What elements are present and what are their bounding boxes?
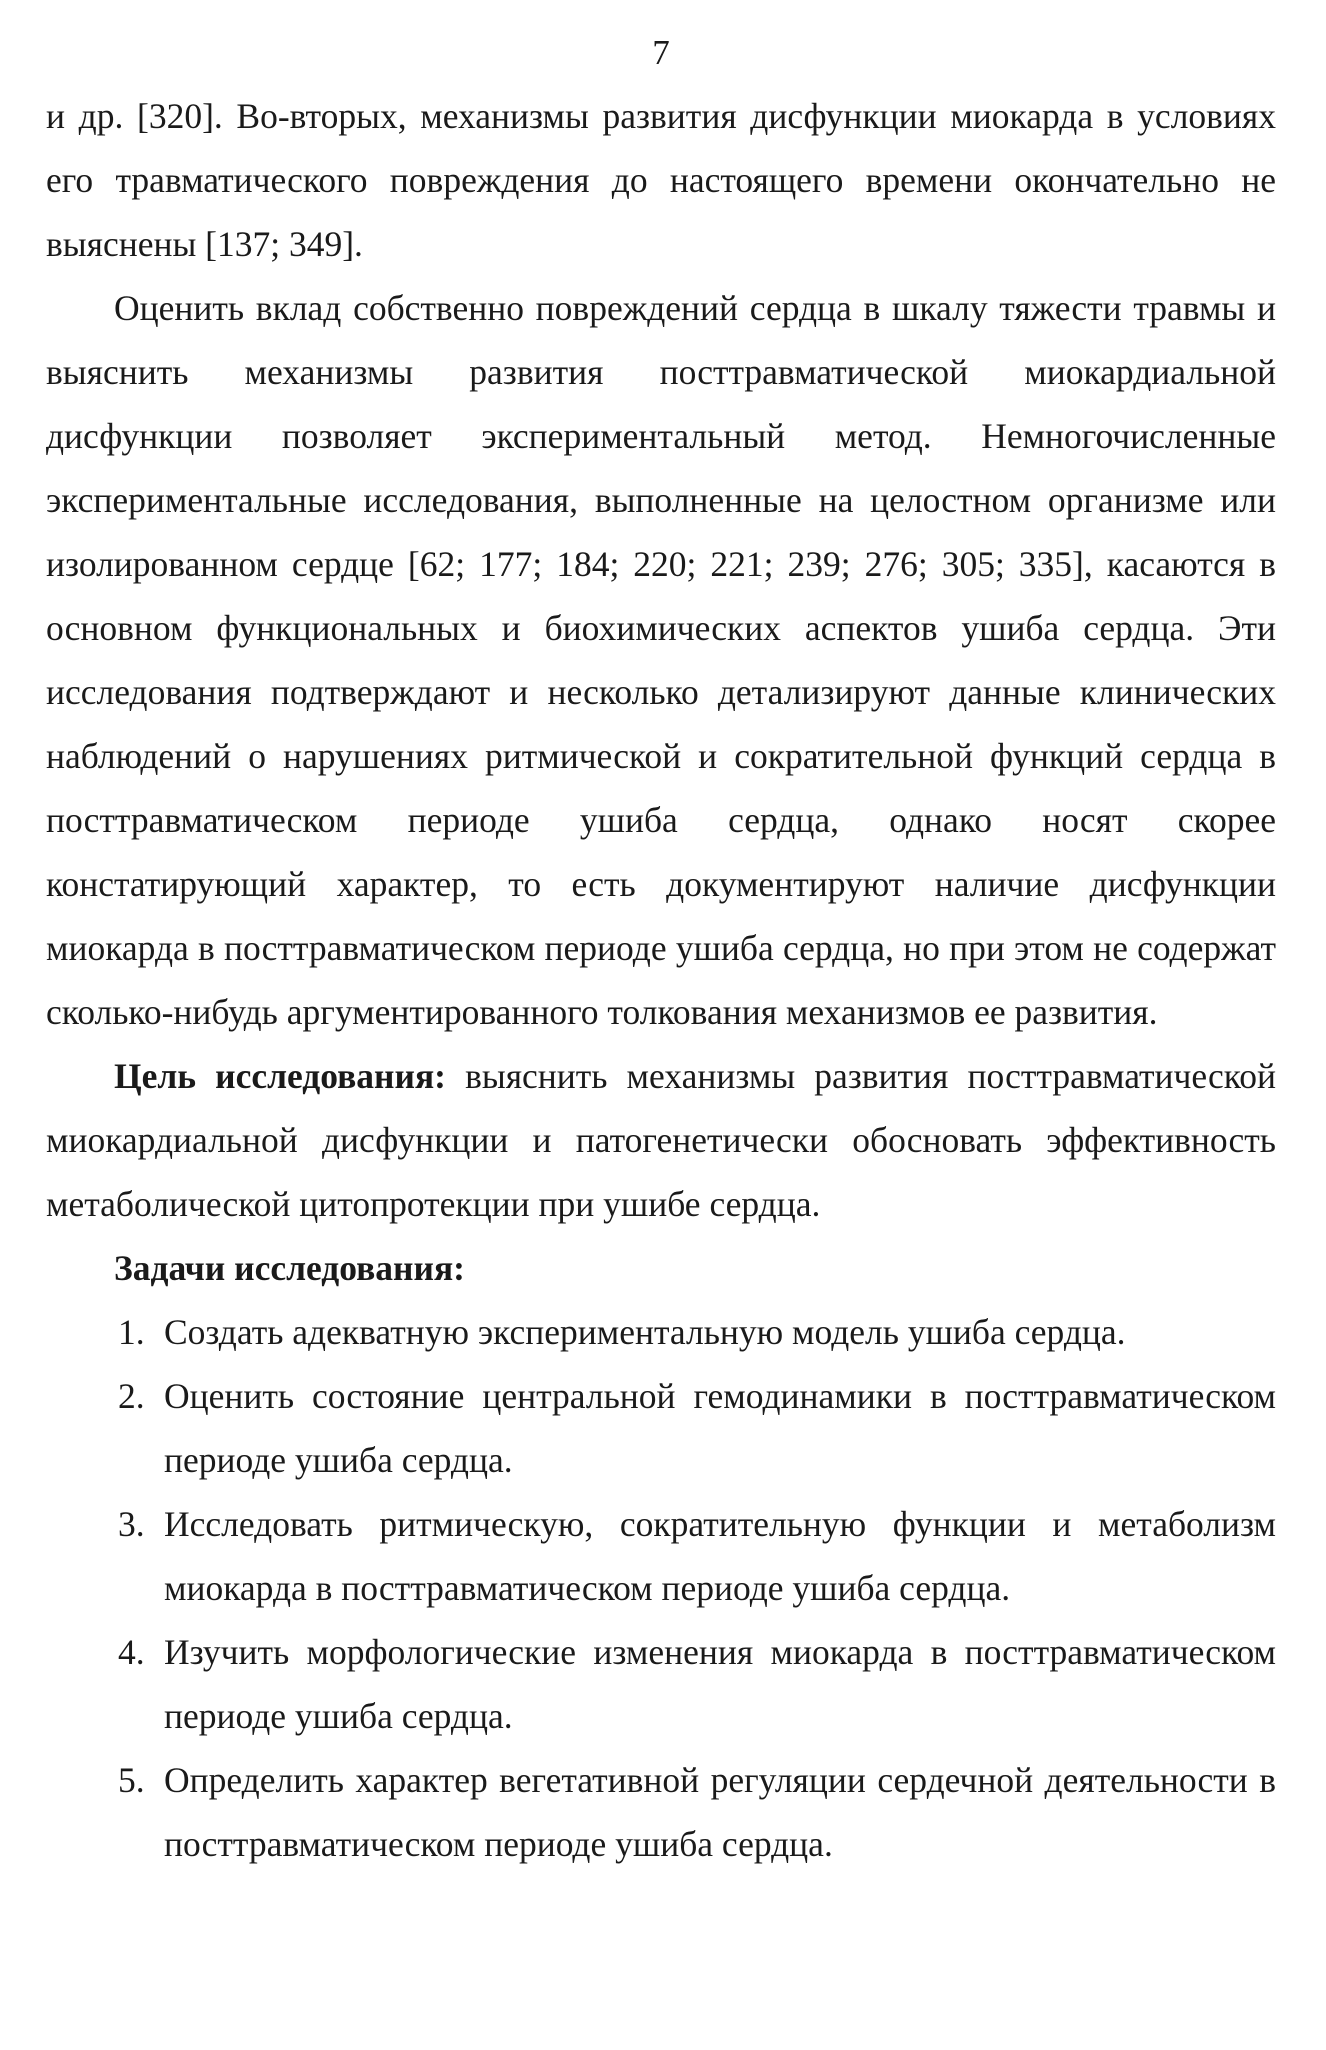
task-item — [46, 1748, 1276, 1876]
task-text: Создать адекватную экспериментальную модель ушиба сердца. — [164, 1312, 1126, 1352]
paragraph-experimental-method: Оценить вклад собственно повреждений сердца в шкалу тяжести травмы и выяснить механизмы развития посттравматической миокардиальной дисфункции позволяет экспериментальный метод. Немногочисленные экспериментальные исследования, выполненные на целостном организме или изолированном сердце [62; 177; 184; 220; 221; 239; 276; 305; 335], касаются в основном функциональных и биохимических аспектов ушиба сердца. Эти исследования подтверждают и несколько детализируют данные клинических наблюдений о нарушениях ритмической и сократительной функций сердца в посттравматическом периоде ушиба сердца, однако носят скорее констатирующий характер, то есть документируют наличие дисфункции миокарда в посттравматическом периоде ушиба сердца, но при этом не содержат сколько-нибудь аргументированного толкования механизмов ее развития. — [46, 288, 1276, 1032]
goal-text: выяснить механизмы развития посттравматической миокардиальной дисфункции и патогенетически обосновать эффективность метаболической цитопротекции при ушибе сердца. — [46, 1056, 1276, 1224]
paragraph-research-goal — [46, 1044, 1276, 1236]
task-text: Изучить морфологические изменения миокарда в посттравматическом периоде ушиба сердца. — [164, 1632, 1276, 1736]
page-number: 7 — [652, 33, 670, 72]
task-item — [46, 1300, 1276, 1364]
task-item — [46, 1364, 1276, 1492]
task-number: 5. — [118, 1760, 145, 1800]
tasks-heading: Задачи исследования: — [114, 1248, 465, 1288]
goal-label: Цель исследования: — [114, 1056, 446, 1096]
tasks-list — [46, 1300, 1276, 1876]
task-text: Исследовать ритмическую, сократительную функции и метаболизм миокарда в посттравматическом периоде ушиба сердца. — [164, 1504, 1276, 1608]
task-number: 2. — [118, 1376, 145, 1416]
task-number: 3. — [118, 1504, 145, 1544]
task-number: 1. — [118, 1312, 145, 1352]
task-item — [46, 1620, 1276, 1748]
task-text: Определить характер вегетативной регуляции сердечной деятельности в посттравматическом периоде ушиба сердца. — [164, 1760, 1276, 1864]
paragraph-intro-continuation: и др. [320]. Во-вторых, механизмы развития дисфункции миокарда в условиях его травматического повреждения до настоящего времени окончательно не выяснены [137; 349]. — [46, 96, 1276, 264]
body-text — [46, 84, 1276, 1876]
task-text: Оценить состояние центральной гемодинамики в посттравматическом периоде ушиба сердца. — [164, 1376, 1276, 1480]
task-item — [46, 1492, 1276, 1620]
task-number: 4. — [118, 1632, 145, 1672]
